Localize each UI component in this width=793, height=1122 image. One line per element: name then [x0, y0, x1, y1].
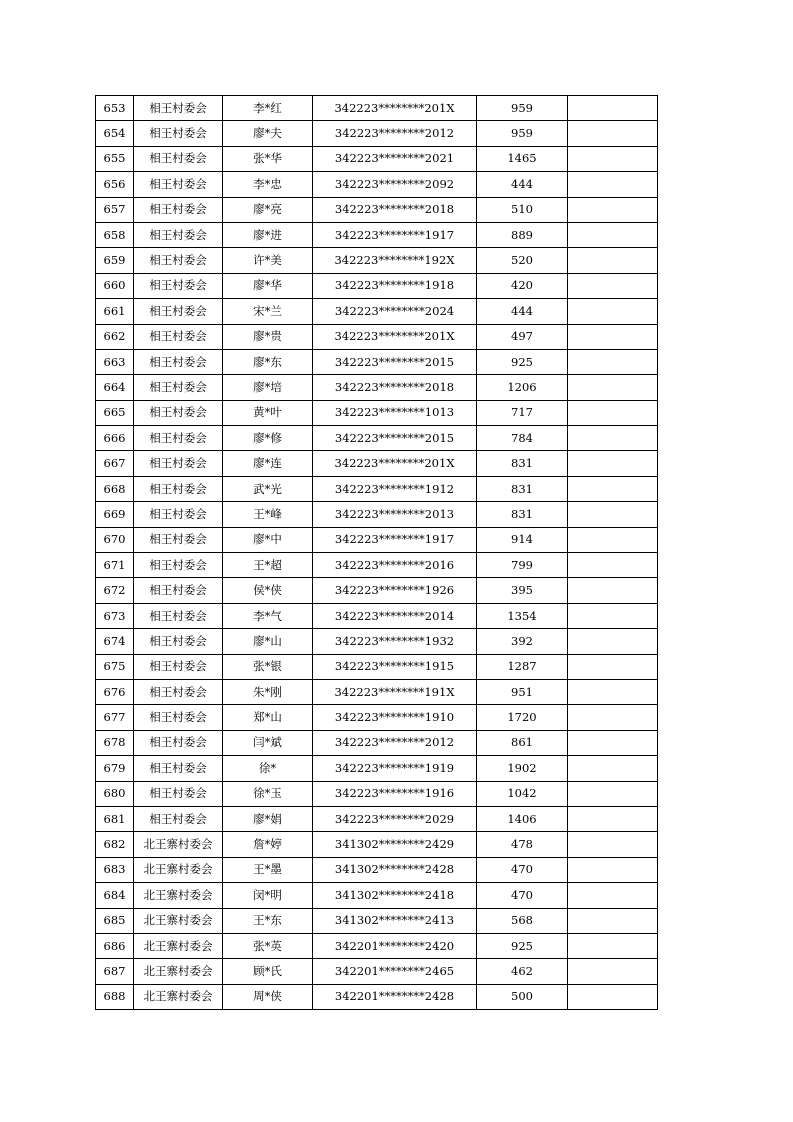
row-number: 678 [96, 730, 134, 755]
id-number: 342223********1918 [313, 273, 477, 298]
row-number: 681 [96, 806, 134, 831]
village-committee: 相王村委会 [134, 451, 223, 476]
id-number: 342223********201X [313, 451, 477, 476]
table-row [96, 400, 658, 425]
village-committee: 北王寨村委会 [134, 984, 223, 1009]
id-number: 342223********2092 [313, 172, 477, 197]
table-row [96, 730, 658, 755]
village-committee: 北王寨村委会 [134, 883, 223, 908]
person-name: 廖*贵 [223, 324, 313, 349]
amount: 717 [477, 400, 568, 425]
note-cell [568, 248, 658, 273]
amount: 914 [477, 527, 568, 552]
note-cell [568, 451, 658, 476]
table-row [96, 324, 658, 349]
row-number: 666 [96, 426, 134, 451]
row-number: 655 [96, 146, 134, 171]
note-cell [568, 273, 658, 298]
id-number: 342201********2420 [313, 933, 477, 958]
village-committee: 北王寨村委会 [134, 933, 223, 958]
id-number: 341302********2428 [313, 857, 477, 882]
village-committee: 相王村委会 [134, 806, 223, 831]
person-name: 郑*山 [223, 705, 313, 730]
note-cell [568, 959, 658, 984]
amount: 568 [477, 908, 568, 933]
note-cell [568, 426, 658, 451]
village-committee: 相王村委会 [134, 502, 223, 527]
amount: 470 [477, 883, 568, 908]
note-cell [568, 730, 658, 755]
amount: 1354 [477, 603, 568, 628]
village-committee: 相王村委会 [134, 603, 223, 628]
row-number: 662 [96, 324, 134, 349]
village-committee: 相王村委会 [134, 705, 223, 730]
row-number: 683 [96, 857, 134, 882]
id-number: 342223********1919 [313, 756, 477, 781]
table-row [96, 553, 658, 578]
table-row [96, 679, 658, 704]
row-number: 653 [96, 96, 134, 121]
table-row [96, 146, 658, 171]
row-number: 684 [96, 883, 134, 908]
note-cell [568, 756, 658, 781]
person-name: 闫*斌 [223, 730, 313, 755]
row-number: 675 [96, 654, 134, 679]
village-committee: 北王寨村委会 [134, 832, 223, 857]
amount: 959 [477, 96, 568, 121]
note-cell [568, 781, 658, 806]
row-number: 661 [96, 299, 134, 324]
person-name: 张*银 [223, 654, 313, 679]
row-number: 668 [96, 476, 134, 501]
id-number: 342223********2013 [313, 502, 477, 527]
amount: 520 [477, 248, 568, 273]
note-cell [568, 197, 658, 222]
table-row [96, 781, 658, 806]
village-committee: 相王村委会 [134, 324, 223, 349]
note-cell [568, 578, 658, 603]
village-committee: 相王村委会 [134, 248, 223, 273]
village-committee: 相王村委会 [134, 756, 223, 781]
person-name: 廖*娟 [223, 806, 313, 831]
village-committee: 北王寨村委会 [134, 959, 223, 984]
amount: 889 [477, 222, 568, 247]
row-number: 658 [96, 222, 134, 247]
id-number: 342223********192X [313, 248, 477, 273]
person-name: 王*峰 [223, 502, 313, 527]
note-cell [568, 96, 658, 121]
person-name: 张*英 [223, 933, 313, 958]
row-number: 686 [96, 933, 134, 958]
note-cell [568, 654, 658, 679]
table-row [96, 222, 658, 247]
id-number: 341302********2413 [313, 908, 477, 933]
village-committee: 相王村委会 [134, 121, 223, 146]
person-name: 宋*兰 [223, 299, 313, 324]
village-committee: 相王村委会 [134, 349, 223, 374]
id-number: 342223********2015 [313, 426, 477, 451]
note-cell [568, 324, 658, 349]
id-number: 342223********2018 [313, 197, 477, 222]
village-committee: 相王村委会 [134, 400, 223, 425]
amount: 510 [477, 197, 568, 222]
person-name: 廖*华 [223, 273, 313, 298]
row-number: 656 [96, 172, 134, 197]
village-committee: 相王村委会 [134, 197, 223, 222]
id-number: 342223********2014 [313, 603, 477, 628]
village-committee: 相王村委会 [134, 273, 223, 298]
person-name: 侯*侠 [223, 578, 313, 603]
table-row [96, 857, 658, 882]
table-row [96, 349, 658, 374]
row-number: 654 [96, 121, 134, 146]
note-cell [568, 527, 658, 552]
id-number: 342223********2012 [313, 121, 477, 146]
person-name: 廖*培 [223, 375, 313, 400]
person-name: 王*墨 [223, 857, 313, 882]
id-number: 342223********1932 [313, 629, 477, 654]
row-number: 674 [96, 629, 134, 654]
village-committee: 相王村委会 [134, 146, 223, 171]
id-number: 342223********1013 [313, 400, 477, 425]
amount: 951 [477, 679, 568, 704]
note-cell [568, 933, 658, 958]
person-name: 王*超 [223, 553, 313, 578]
row-number: 663 [96, 349, 134, 374]
village-committee: 相王村委会 [134, 654, 223, 679]
person-name: 周*侠 [223, 984, 313, 1009]
id-number: 342223********2012 [313, 730, 477, 755]
id-number: 342223********1917 [313, 222, 477, 247]
person-name: 武*光 [223, 476, 313, 501]
village-committee: 相王村委会 [134, 476, 223, 501]
table-row [96, 476, 658, 501]
note-cell [568, 172, 658, 197]
row-number: 677 [96, 705, 134, 730]
note-cell [568, 121, 658, 146]
person-name: 李*气 [223, 603, 313, 628]
person-name: 廖*进 [223, 222, 313, 247]
row-number: 688 [96, 984, 134, 1009]
note-cell [568, 375, 658, 400]
id-number: 342223********1910 [313, 705, 477, 730]
row-number: 665 [96, 400, 134, 425]
note-cell [568, 299, 658, 324]
table-row [96, 451, 658, 476]
id-number: 342223********2016 [313, 553, 477, 578]
row-number: 667 [96, 451, 134, 476]
person-name: 李*忠 [223, 172, 313, 197]
table-row [96, 426, 658, 451]
person-name: 徐*玉 [223, 781, 313, 806]
person-name: 廖*夫 [223, 121, 313, 146]
amount: 462 [477, 959, 568, 984]
row-number: 673 [96, 603, 134, 628]
id-number: 342223********1912 [313, 476, 477, 501]
person-name: 廖*修 [223, 426, 313, 451]
id-number: 342223********1916 [313, 781, 477, 806]
table-row [96, 629, 658, 654]
id-number: 342223********1917 [313, 527, 477, 552]
amount: 831 [477, 476, 568, 501]
note-cell [568, 349, 658, 374]
id-number: 341302********2418 [313, 883, 477, 908]
village-committee: 相王村委会 [134, 527, 223, 552]
row-number: 679 [96, 756, 134, 781]
person-name: 徐* [223, 756, 313, 781]
id-number: 342223********1926 [313, 578, 477, 603]
id-number: 342223********2021 [313, 146, 477, 171]
roster-table [95, 95, 658, 1010]
person-name: 张*华 [223, 146, 313, 171]
amount: 925 [477, 933, 568, 958]
amount: 784 [477, 426, 568, 451]
roster-table-body [96, 96, 658, 1010]
village-committee: 相王村委会 [134, 222, 223, 247]
person-name: 廖*亮 [223, 197, 313, 222]
id-number: 342201********2428 [313, 984, 477, 1009]
table-row [96, 654, 658, 679]
note-cell [568, 629, 658, 654]
table-row [96, 908, 658, 933]
id-number: 342223********2024 [313, 299, 477, 324]
id-number: 342223********2015 [313, 349, 477, 374]
row-number: 669 [96, 502, 134, 527]
table-row [96, 959, 658, 984]
village-committee: 相王村委会 [134, 730, 223, 755]
note-cell [568, 146, 658, 171]
amount: 831 [477, 502, 568, 527]
amount: 1465 [477, 146, 568, 171]
amount: 444 [477, 299, 568, 324]
village-committee: 相王村委会 [134, 629, 223, 654]
row-number: 664 [96, 375, 134, 400]
note-cell [568, 222, 658, 247]
village-committee: 相王村委会 [134, 426, 223, 451]
table-row [96, 883, 658, 908]
village-committee: 北王寨村委会 [134, 908, 223, 933]
table-row [96, 121, 658, 146]
amount: 1206 [477, 375, 568, 400]
amount: 420 [477, 273, 568, 298]
row-number: 671 [96, 553, 134, 578]
person-name: 廖*山 [223, 629, 313, 654]
person-name: 王*东 [223, 908, 313, 933]
village-committee: 相王村委会 [134, 299, 223, 324]
note-cell [568, 883, 658, 908]
note-cell [568, 984, 658, 1009]
table-row [96, 375, 658, 400]
table-row [96, 984, 658, 1009]
row-number: 676 [96, 679, 134, 704]
amount: 1042 [477, 781, 568, 806]
village-committee: 相王村委会 [134, 781, 223, 806]
person-name: 闵*明 [223, 883, 313, 908]
table-row [96, 933, 658, 958]
village-committee: 相王村委会 [134, 172, 223, 197]
row-number: 685 [96, 908, 134, 933]
id-number: 342201********2465 [313, 959, 477, 984]
id-number: 342223********1915 [313, 654, 477, 679]
note-cell [568, 679, 658, 704]
amount: 1902 [477, 756, 568, 781]
note-cell [568, 476, 658, 501]
person-name: 詹*婷 [223, 832, 313, 857]
note-cell [568, 603, 658, 628]
id-number: 342223********191X [313, 679, 477, 704]
village-committee: 相王村委会 [134, 578, 223, 603]
amount: 861 [477, 730, 568, 755]
amount: 799 [477, 553, 568, 578]
note-cell [568, 400, 658, 425]
amount: 470 [477, 857, 568, 882]
person-name: 廖*东 [223, 349, 313, 374]
table-row [96, 756, 658, 781]
note-cell [568, 705, 658, 730]
id-number: 341302********2429 [313, 832, 477, 857]
amount: 959 [477, 121, 568, 146]
village-committee: 北王寨村委会 [134, 857, 223, 882]
amount: 497 [477, 324, 568, 349]
table-row [96, 705, 658, 730]
note-cell [568, 806, 658, 831]
note-cell [568, 502, 658, 527]
table-row [96, 248, 658, 273]
person-name: 廖*连 [223, 451, 313, 476]
table-row [96, 578, 658, 603]
id-number: 342223********2018 [313, 375, 477, 400]
id-number: 342223********2029 [313, 806, 477, 831]
note-cell [568, 832, 658, 857]
person-name: 顾*氏 [223, 959, 313, 984]
row-number: 680 [96, 781, 134, 806]
village-committee: 相王村委会 [134, 679, 223, 704]
note-cell [568, 908, 658, 933]
village-committee: 相王村委会 [134, 375, 223, 400]
village-committee: 相王村委会 [134, 96, 223, 121]
row-number: 670 [96, 527, 134, 552]
amount: 925 [477, 349, 568, 374]
row-number: 672 [96, 578, 134, 603]
row-number: 659 [96, 248, 134, 273]
person-name: 李*红 [223, 96, 313, 121]
table-row [96, 832, 658, 857]
row-number: 660 [96, 273, 134, 298]
table-row [96, 603, 658, 628]
table-row [96, 96, 658, 121]
amount: 831 [477, 451, 568, 476]
village-committee: 相王村委会 [134, 553, 223, 578]
amount: 395 [477, 578, 568, 603]
person-name: 朱*刚 [223, 679, 313, 704]
amount: 478 [477, 832, 568, 857]
table-row [96, 527, 658, 552]
row-number: 682 [96, 832, 134, 857]
amount: 500 [477, 984, 568, 1009]
table-row [96, 172, 658, 197]
note-cell [568, 553, 658, 578]
amount: 444 [477, 172, 568, 197]
table-row [96, 197, 658, 222]
amount: 392 [477, 629, 568, 654]
person-name: 黄*叶 [223, 400, 313, 425]
note-cell [568, 857, 658, 882]
table-row [96, 806, 658, 831]
person-name: 许*美 [223, 248, 313, 273]
row-number: 687 [96, 959, 134, 984]
id-number: 342223********201X [313, 324, 477, 349]
row-number: 657 [96, 197, 134, 222]
person-name: 廖*中 [223, 527, 313, 552]
table-row [96, 273, 658, 298]
amount: 1287 [477, 654, 568, 679]
id-number: 342223********201X [313, 96, 477, 121]
table-row [96, 502, 658, 527]
amount: 1406 [477, 806, 568, 831]
table-row [96, 299, 658, 324]
amount: 1720 [477, 705, 568, 730]
